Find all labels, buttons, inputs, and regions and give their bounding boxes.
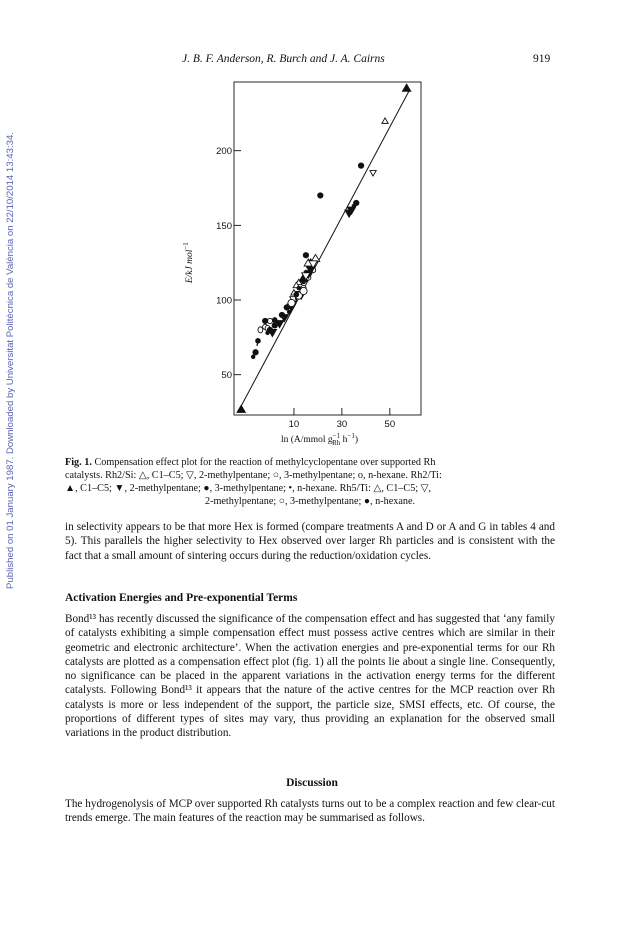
y-tick-label-50: 50 — [221, 370, 232, 382]
caption-line-1 — [65, 456, 555, 469]
x-tick-label-30: 30 — [336, 419, 348, 430]
data-point-s1-3 — [370, 171, 376, 176]
paragraph-discussion: The hydrogenolysis of MCP over supported Rh catalysts turns out to be a complex reaction and few clear-cut trends emerge. The main features of the reaction may be summarised as follows. — [65, 798, 555, 825]
download-watermark — [3, 100, 17, 620]
section-heading-discussion: Discussion — [286, 777, 338, 789]
fit-line — [239, 91, 409, 411]
data-point-s7-4 — [301, 280, 305, 284]
x-axis-label-close: ) — [354, 435, 359, 445]
section-heading-activation-energies: Activation Energies and Pre-exponential Terms — [65, 592, 298, 604]
data-point-s6-9 — [358, 163, 364, 169]
plot-frame — [234, 82, 421, 415]
caption-label: Fig. 1. — [65, 457, 92, 468]
y-tick-label-200: 200 — [216, 146, 232, 158]
data-point-s6-3 — [279, 312, 285, 318]
data-point-s7-5 — [352, 204, 356, 208]
y-tick-label-150: 150 — [216, 220, 232, 232]
plot-points — [237, 84, 411, 412]
caption-line-3: ▲, C1–C5; ▼, 2-methylpentane; ●, 3-methylpentane; •, n-hexane. Rh5/Ti: △, C1–C5; ▽, — [65, 483, 432, 494]
plot-fit-line — [239, 91, 409, 411]
data-point-s6-6 — [303, 252, 309, 258]
x-axis-label-main: ln (A/mmol g — [280, 435, 333, 445]
y-tick-label-100: 100 — [216, 295, 232, 307]
caption-text-1: Compensation effect plot for the reaction of methylcyclopentane over supported Rh — [91, 457, 436, 468]
data-point-s6-7 — [317, 192, 323, 198]
x-axis-label-sub: Rh — [332, 439, 341, 447]
caption-line-4: 2-methylpentane; ○, 3-methylpentane; ●, n-hexane. — [204, 496, 416, 507]
x-axis-label-tail: h — [340, 435, 348, 445]
figure-caption — [65, 456, 555, 508]
y-axis-label-main: E/kJ mol — [185, 249, 195, 284]
x-axis-label-sup: −1 — [332, 432, 341, 440]
caption-line-2: catalysts. Rh2/Si: △, C1–C5; ▽, 2-methylpentane; ○, 3-methylpentane; o, n-hexane. Rh2/Ti: — [65, 470, 442, 481]
data-point-s7-1 — [265, 331, 269, 335]
data-point-s10-0 — [288, 299, 295, 306]
page-number: 919 — [533, 53, 551, 65]
x-tick-label-10: 10 — [288, 419, 300, 430]
data-point-s3-0 — [258, 327, 263, 333]
paragraph-selectivity: in selectivity appears to be that more Hex is formed (compare treatments A and D or A and G in tables 4 and 5). This parallels the higher selectivity to Hex observed over larger Rh particles and is consistent with the fact that a small amount of sintering occurs during the reduction/oxidation cycles. — [65, 521, 555, 562]
download-notice: Published on 01 January 1987. Downloaded by Universitat Politècnica de València on 22/10/2014 13:43:34. — [4, 131, 16, 589]
paragraph-compensation-effect: Bond¹³ has recently discussed the significance of the compensation effect and has suggested that ‘any family of catalysts exhibiting a simple compensation effect must possess active centres which are similar in their geometric and electronic architecture’. When the activation energies and pre-exponential terms for our Rh catalysts are plotted as a compensation effect plot (fig. 1) all the points lie about a single line. Consequently, no significance can be placed in the apparent variations in the activation energy terms for the different catalysts. Following Bond¹³ it appears that the nature of the active centres for the MCP reaction over Rh catalysts is more or less independent of the support, the particle size, SMSI effects, etc. Of course, the proportions of different types of sites may vary, thus providing an explanation for the observed small variations in the product distribution. — [65, 613, 555, 740]
y-axis-label-sup: −1 — [182, 242, 190, 250]
data-point-s10-2 — [300, 287, 307, 294]
running-head — [0, 53, 624, 69]
y-axis-label — [182, 242, 195, 284]
plot-axes — [234, 82, 421, 415]
plot-axis-labels — [182, 242, 358, 447]
data-point-s4-1 — [402, 84, 410, 91]
data-point-s7-2 — [287, 310, 291, 314]
x-axis-label — [281, 432, 358, 447]
data-point-s7-0 — [251, 355, 255, 359]
data-point-s6-1 — [262, 318, 268, 324]
data-point-s6-0 — [252, 349, 258, 355]
running-head-authors: J. B. F. Anderson, R. Burch and J. A. Cairns — [182, 53, 385, 65]
x-tick-label-50: 50 — [384, 419, 396, 430]
data-point-s0-3 — [382, 118, 388, 123]
data-point-s4-0 — [237, 405, 245, 412]
compensation-plot — [170, 78, 440, 453]
data-point-s11-0 — [255, 338, 261, 346]
x-axis-label-tail-sup: −1 — [347, 432, 355, 440]
